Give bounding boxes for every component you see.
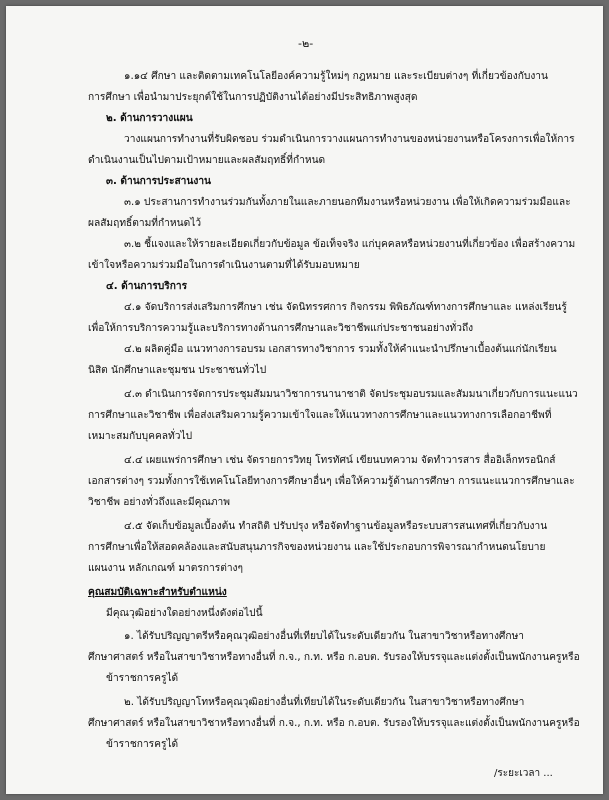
continuation-reference: /ระยะเวลา ... bbox=[494, 768, 553, 779]
text-line: ๒. ด้านการวางแผน bbox=[106, 113, 193, 124]
text-line: เพื่อให้การบริการความรู้และบริการทางด้านการศึกษาและวิชาชีพแก่ประชาชนอย่างทั่วถึง bbox=[88, 323, 474, 334]
text-line: วางแผนการทำงานที่รับผิดชอบ ร่วมดำเนินการวางแผนการทำงานของหน่วยงานหรือโครงการเพื่อให้การ bbox=[124, 134, 575, 145]
text-line: ๔. ด้านการบริการ bbox=[106, 281, 188, 292]
text-line: วิชาชีพ อย่างทั่วถึงและมีคุณภาพ bbox=[88, 497, 230, 508]
text-line: ๓. ด้านการประสานงาน bbox=[106, 176, 212, 187]
text-line: ๑. ได้รับปริญญาตรีหรือคุณวุฒิอย่างอื่นที่เทียบได้ในระดับเดียวกัน ในสาขาวิชาหรือทางศึกษา bbox=[124, 631, 525, 642]
text-line: มีคุณวุฒิอย่างใดอย่างหนึ่งดังต่อไปนี้ bbox=[106, 608, 263, 619]
text-line: ข้าราชการครูได้ bbox=[106, 673, 179, 684]
text-line: ๔.๓ ดำเนินการจัดการประชุมสัมมนาวิชาการนานาชาติ จัดประชุมอบรมและสัมมนาเกี่ยวกับการแนะแนว bbox=[124, 389, 578, 400]
text-line: แผนงาน หลักเกณฑ์ มาตรการต่างๆ bbox=[88, 563, 243, 574]
text-line: ๔.๔ เผยแพร่การศึกษา เช่น จัดรายการวิทยุ โทรทัศน์ เขียนบทความ จัดทำวารสาร สื่ออิเล็กทรอนิกส์ bbox=[124, 455, 556, 466]
text-line: เหมาะสมกับบุคคลทั่วไป bbox=[88, 431, 193, 442]
text-line: ๔.๒ ผลิตคู่มือ แนวทางการอบรม เอกสารทางวิชาการ รวมทั้งให้คำแนะนำปรึกษาเบื้องต้นแก่นักเรียน bbox=[124, 344, 557, 355]
text-line: ๓.๑ ประสานการทำงานร่วมกันทั้งภายในและภายนอกทีมงานหรือหน่วยงาน เพื่อให้เกิดความร่วมมือและ bbox=[124, 197, 571, 208]
text-line: ศึกษาศาสตร์ หรือในสาขาวิชาหรือทางอื่นที่ ก.จ., ก.ท. หรือ ก.อบต. รับรองให้บรรจุและแต่งตั้งเป็นพนักงานครูหรือ bbox=[88, 718, 580, 729]
text-line: เข้าใจหรือความร่วมมือในการดำเนินงานตามที่ได้รับมอบหมาย bbox=[88, 260, 360, 271]
text-line: ๑.๑๔ ศึกษา และติดตามเทคโนโลยีองค์ความรู้ใหม่ๆ กฎหมาย และระเบียบต่างๆ ที่เกี่ยวข้องกับงาน bbox=[124, 71, 548, 82]
page-number: -๒- bbox=[298, 37, 314, 50]
text-line: ข้าราชการครูได้ bbox=[106, 739, 179, 750]
text-line: เอกสารต่างๆ รวมทั้งการใช้เทคโนโลยีทางการศึกษาอื่นๆ เพื่อให้ความรู้ด้านการศึกษา การแนะแนวการศึกษาและ bbox=[88, 476, 575, 487]
text-line: นิสิต นักศึกษาและชุมชน ประชาชนทั่วไป bbox=[88, 365, 267, 376]
text-line: การศึกษาเพื่อให้สอดคล้องและสนับสนุนภารกิจของหน่วยงาน และใช้ประกอบการพิจารณากำหนดนโยบาย bbox=[88, 542, 546, 553]
text-line: ๔.๑ จัดบริการส่งเสริมการศึกษา เช่น จัดนิทรรศการ กิจกรรม พิพิธภัณฑ์ทางการศึกษาและ แหล่งเรียนรู้ bbox=[124, 302, 567, 313]
document-page bbox=[6, 6, 603, 794]
text-line: การศึกษาและวิชาชีพ เพื่อส่งเสริมความรู้ความเข้าใจและให้แนวทางการศึกษาและแนวทางการเลือกอาชีพที่ bbox=[88, 410, 552, 421]
text-line: ๒. ได้รับปริญญาโทหรือคุณวุฒิอย่างอื่นที่เทียบได้ในระดับเดียวกัน ในสาขาวิชาหรือทางศึกษา bbox=[124, 697, 525, 708]
text-line: ดำเนินงานเป็นไปตามเป้าหมายและผลสัมฤทธิ์ที่กำหนด bbox=[88, 155, 326, 166]
text-line: คุณสมบัติเฉพาะสำหรับตำแหน่ง bbox=[88, 587, 227, 598]
text-line: ศึกษาศาสตร์ หรือในสาขาวิชาหรือทางอื่นที่ ก.จ., ก.ท. หรือ ก.อบต. รับรองให้บรรจุและแต่งตั้งเป็นพนักงานครูหรือ bbox=[88, 652, 580, 663]
text-line: ๔.๕ จัดเก็บข้อมูลเบื้องต้น ทำสถิติ ปรับปรุง หรือจัดทำฐานข้อมูลหรือระบบสารสนเทศที่เกี่ยวกับงาน bbox=[124, 521, 548, 532]
text-line: ผลสัมฤทธิ์ตามที่กำหนดไว้ bbox=[88, 218, 202, 229]
text-line: การศึกษา เพื่อนำมาประยุกต์ใช้ในการปฏิบัติงานได้อย่างมีประสิทธิภาพสูงสุด bbox=[88, 92, 418, 103]
text-line: ๓.๒ ชี้แจงและให้รายละเอียดเกี่ยวกับข้อมูล ข้อเท็จจริง แก่บุคคลหรือหน่วยงานที่เกี่ยวข้อง เพื่อสร้างความ bbox=[124, 239, 576, 250]
